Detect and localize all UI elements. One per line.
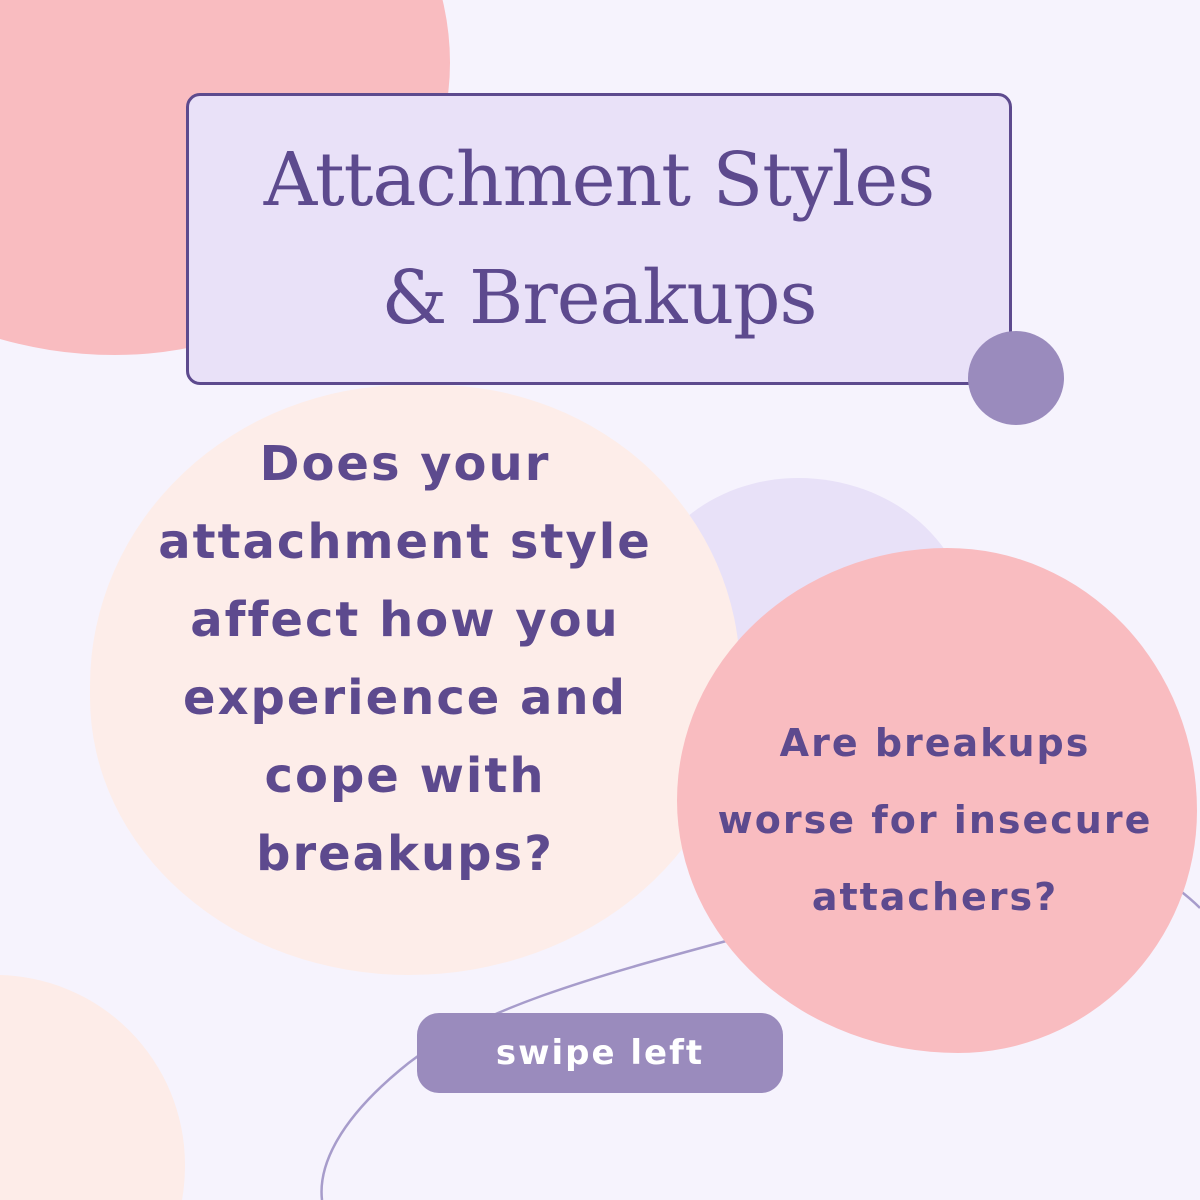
main-question-line: breakups? (256, 826, 554, 882)
page-title-line-1: Attachment Styles (263, 137, 935, 223)
side-question (690, 705, 1180, 936)
swipe-left-button[interactable]: swipe left (417, 1013, 783, 1093)
side-question-line: attachers? (811, 875, 1059, 919)
side-question-line: worse for insecure (717, 798, 1153, 842)
title-card (186, 93, 1012, 385)
main-question-line: attachment style (158, 514, 652, 570)
decorative-dot (968, 331, 1064, 425)
main-question (110, 425, 700, 893)
page-title-line-2: & Breakups (381, 255, 817, 341)
side-question-line: Are breakups (779, 721, 1091, 765)
main-question-line: experience and (183, 670, 627, 726)
main-question-line: Does your (259, 436, 551, 492)
main-question-line: cope with (264, 748, 546, 804)
main-question-line: affect how you (190, 592, 620, 648)
